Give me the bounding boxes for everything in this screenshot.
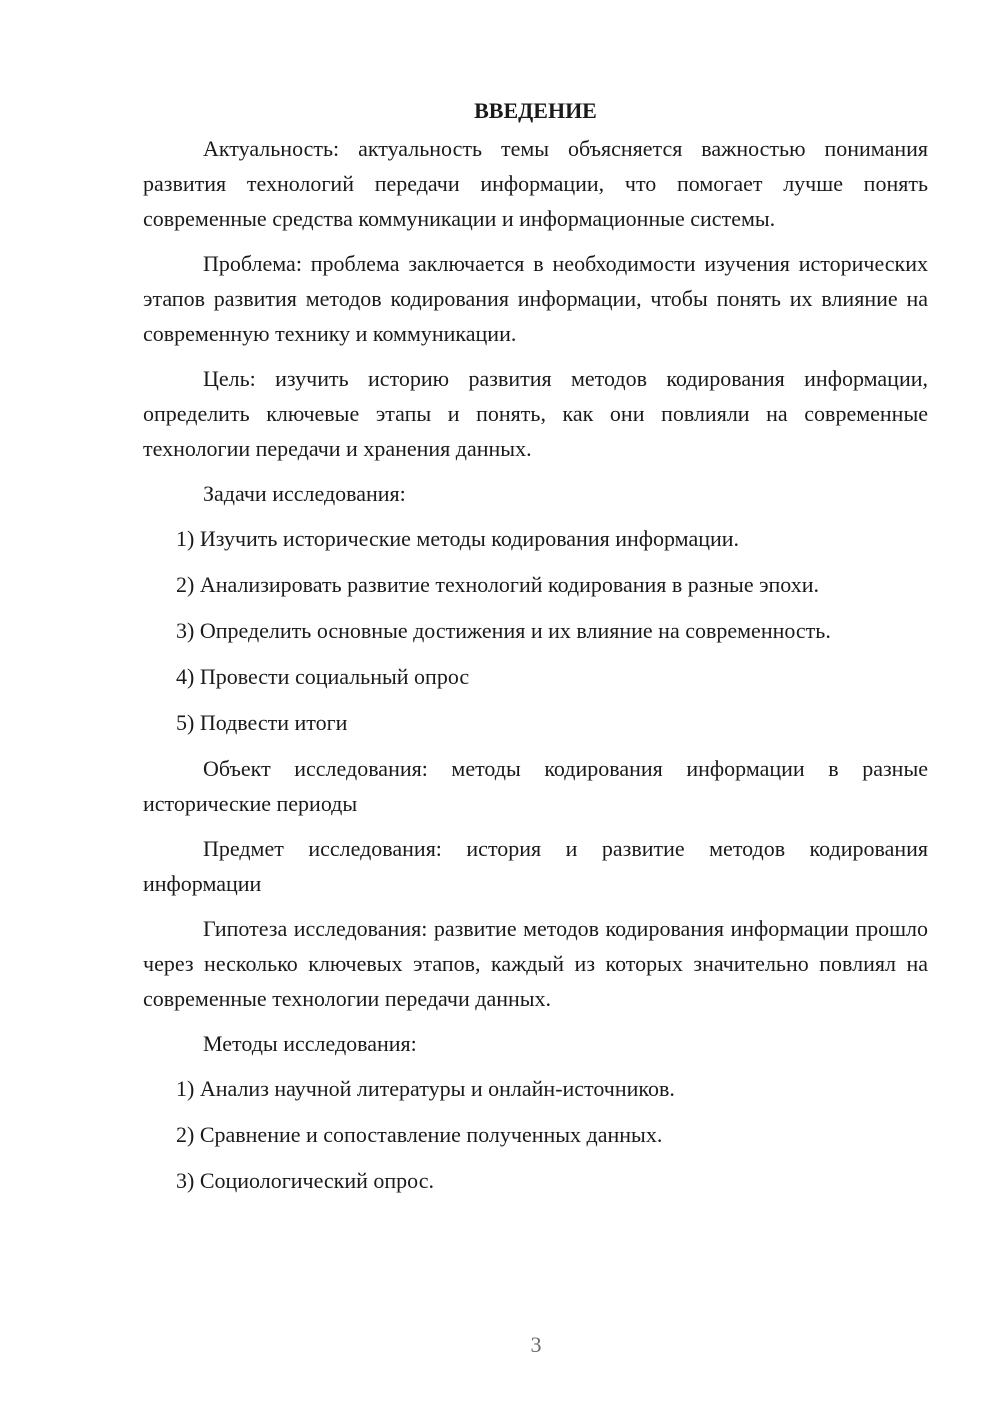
list-item: 1) Анализ научной литературы и онлайн-источников.	[176, 1076, 675, 1101]
list-item: 3) Социологический опрос.	[176, 1168, 434, 1193]
page-number: 3	[530, 1332, 542, 1357]
object-paragraph: Объект исследования: методы кодирования информации в разные исторические периоды	[143, 756, 928, 816]
methods-heading: Методы исследования:	[203, 1031, 417, 1056]
list-item: 4) Провести социальный опрос	[176, 664, 470, 689]
subject-paragraph: Предмет исследования: история и развитие методов кодирования информации	[143, 836, 928, 896]
page-content	[143, 93, 928, 1209]
tasks-list	[143, 521, 928, 740]
list-item: 2) Сравнение и сопоставление полученных данных.	[176, 1122, 663, 1147]
tasks-heading: Задачи исследования:	[203, 481, 406, 506]
list-item: 1) Изучить исторические методы кодирования информации.	[176, 526, 740, 551]
section-title: ВВЕДЕНИЕ	[474, 98, 597, 123]
list-item: 2) Анализировать развитие технологий кодирования в разные эпохи.	[176, 572, 820, 597]
methods-list	[143, 1071, 928, 1198]
list-item: 5) Подвести итоги	[176, 710, 348, 735]
list-item: 3) Определить основные достижения и их влияние на современность.	[176, 618, 831, 643]
problem-paragraph: Проблема: проблема заключается в необходимости изучения исторических этапов развития методов кодирования информации, чтобы понять их влияние на современную технику и коммуникации.	[143, 251, 928, 346]
hypothesis-paragraph: Гипотеза исследования: развитие методов кодирования информации прошло через несколько ключевых этапов, каждый из которых значительно повлиял на современные технологии передачи данных.	[143, 916, 928, 1011]
relevance-paragraph: Актуальность: актуальность темы объясняется важностью понимания развития технологий передачи информации, что помогает лучше понять современные средства коммуникации и информационные системы.	[143, 136, 928, 231]
goal-paragraph: Цель: изучить историю развития методов кодирования информации, определить ключевые этапы и понять, как они повлияли на современные технологии передачи и хранения данных.	[143, 366, 928, 461]
